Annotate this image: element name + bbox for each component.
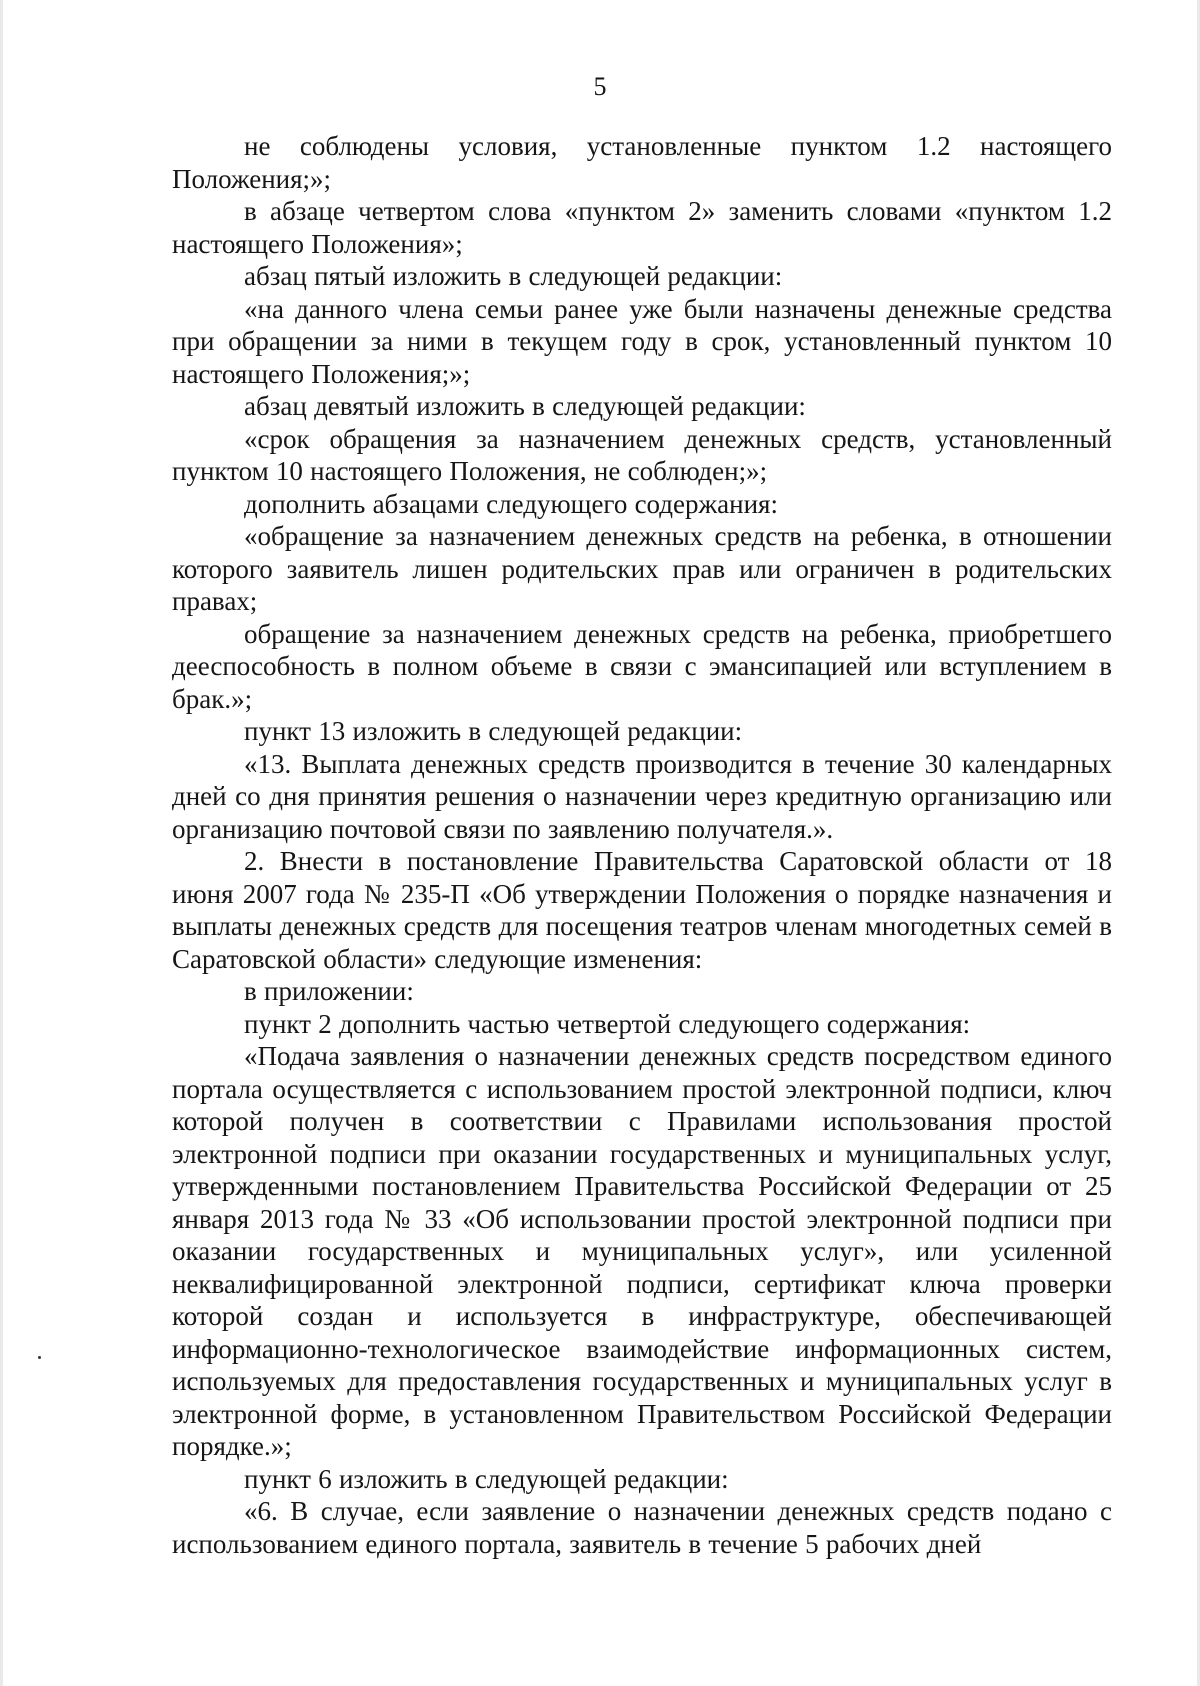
paragraph: пункт 13 изложить в следующей редакции: [244,716,743,746]
scan-speck [38,1356,41,1359]
scan-edge [0,0,3,1686]
paragraph: не соблюдены условия, установленные пунктом 1.2 настоящего Положения;»; [172,131,1112,194]
paragraph: в приложении: [244,976,414,1006]
paragraph: «6. В случае, если заявление о назначении денежных средств подано с использованием единого портала, заявитель в течение 5 рабочих дней [172,1496,1112,1559]
paragraph: «обращение за назначением денежных средств на ребенка, в отношении которого заявитель лишен родительских прав или ограничен в родительских правах; [172,521,1112,616]
paragraph: обращение за назначением денежных средств на ребенка, приобретшего дееспособность в полном объеме в связи с эмансипацией или вступлением в брак.»; [172,618,1112,714]
paragraph: абзац девятый изложить в следующей редакции: [244,391,806,421]
paragraph: пункт 2 дополнить частью четвертой следующего содержания: [244,1008,971,1039]
paragraph: «Подача заявления о назначении денежных средств посредством единого портала осуществляется с использованием простой электронной подписи, ключ которой получен в соответствии с Правилами использования простой электронной подписи при оказании государственных и муниципальных услуг, утвержденными постановлением Правительства Российской Федерации от 25 января 2013 года № 33 «Об использовании простой электронной подписи при оказании государственных и муниципальных услуг», или усиленной неквалифицированной электронной подписи, сертификат ключа проверки которой создан и используется в инфраструктуре, обеспечивающей информационно-технологическое взаимодействие информационных систем, используемых для предоставления государственных и муниципальных услуг в электронной форме, в установленном Правительством Российской Федерации порядке.»; [172,1041,1112,1461]
paragraph: дополнить абзацами следующего содержания: [244,488,778,519]
document-body [172,130,1112,1560]
paragraph: в абзаце четвертом слова «пунктом 2» заменить словами «пунктом 1.2 настоящего Положения»; [172,196,1112,259]
page-number: 5 [593,72,607,101]
paragraph: «на данного члена семьи ранее уже были назначены денежные средства при обращении за ними в текущем году в срок, установленный пунктом 10 настоящего Положения;»; [172,293,1112,389]
paragraph: абзац пятый изложить в следующей редакции: [244,261,783,291]
paragraph: «срок обращения за назначением денежных средств, установленный пунктом 10 настоящего Положения, не соблюден;»; [172,423,1112,486]
paragraph: пункт 6 изложить в следующей редакции: [244,1463,729,1494]
paragraph: 2. Внести в постановление Правительства Саратовской области от 18 июня 2007 года № 235-П «Об утверждении Положения о порядке назначения и выплаты денежных средств для посещения театров членам многодетных семей в Саратовской области» следующие изменения: [172,846,1112,974]
paragraph: «13. Выплата денежных средств производится в течение 30 календарных дней со дня принятия решения о назначении через кредитную организацию или организацию почтовой связи по заявлению получателя.». [172,748,1112,844]
